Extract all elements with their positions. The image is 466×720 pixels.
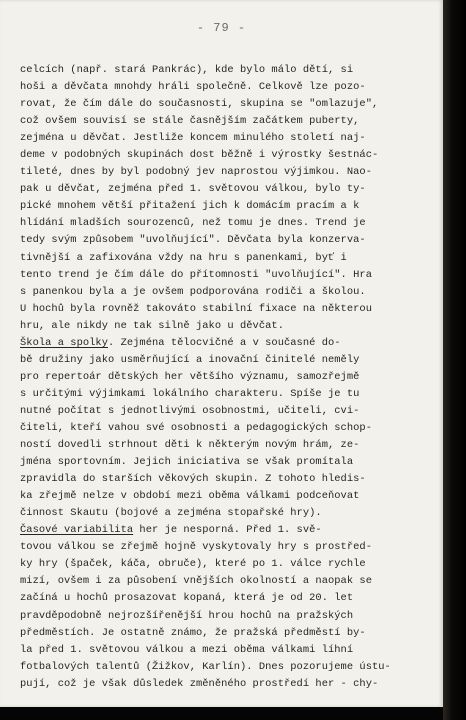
section-heading-school-clubs: Škola a spolky xyxy=(20,336,108,349)
text-line: nutné počítat s jednotlivými osobnostmi, učiteli, cvi- xyxy=(20,404,360,417)
text-line: bě družiny jako usměrňující a inovační činitelé neměly xyxy=(20,353,360,366)
text-line: deme v podobných skupinách dost běžně i výrostky šestnác- xyxy=(20,149,379,162)
text-line: s určitými výjimkami lokálního charakteru. Spíše je tu xyxy=(20,387,360,400)
text-span: . Zejména tělocvičné a v současné do- xyxy=(108,336,341,349)
text-line: hru, ale nikdy ne tak silně jako u děvčat. xyxy=(20,319,284,332)
scan-bottom-edge xyxy=(0,707,443,720)
text-line: s panenkou byla a je ovšem podporována rodiči a školou. xyxy=(20,285,366,298)
text-line xyxy=(20,522,390,539)
body-text xyxy=(20,62,390,693)
text-line: hoši a děvčata mnohdy hráli společně. Celkově lze pozo- xyxy=(20,81,366,94)
text-line: U hochů byla rovněž takováto stabilní fixace na některou xyxy=(20,302,372,315)
text-line: rovat, že čím dále do současnosti, skupina se "omlazuje", xyxy=(20,98,379,111)
text-line: tivnější a zafixována vždy na hru s panenkami, byť i xyxy=(20,251,347,264)
text-line: ky hry (špaček, káča, obruče), které po 1. válce rychle xyxy=(20,558,366,571)
text-line: začíná u hochů prosazovat kopaná, která je od 20. let xyxy=(20,592,354,605)
text-line: zejména u děvčat. Jestliže koncem minulého století naj- xyxy=(20,132,366,145)
text-line: pak u děvčat, zejména před 1. světovou válkou, bylo ty- xyxy=(20,183,366,196)
text-line: tileté, dnes by byl podobný jev naprostou výjimkou. Nao- xyxy=(20,166,372,179)
text-line: tento trend je čím dále do přítomnosti "uvolňující". Hra xyxy=(20,268,372,281)
text-line: celcích (např. stará Pankrác), kde bylo málo dětí, si xyxy=(20,64,354,76)
text-span: her je nesporná. Před 1. svě- xyxy=(133,524,322,537)
text-line xyxy=(20,335,390,352)
paragraph-1 xyxy=(20,62,390,335)
text-line: tedy svým způsobem "uvolňující". Děvčata byla konzerva- xyxy=(20,234,366,247)
text-line: jména sportovním. Jejich iniciativa se však promítala xyxy=(20,456,354,469)
text-line: pravděpodobně nejrozšířenější hrou hochů na pražských xyxy=(20,609,354,622)
section-heading-time-variability: Časové variabilita xyxy=(20,524,134,537)
text-line: činnost Skautu (bojové a zejména stopařské hry). xyxy=(20,507,322,520)
text-line: la před 1. světovou válkou a mezi oběma válkami líhní xyxy=(20,643,354,656)
book-binding-edge xyxy=(443,0,466,720)
text-line: mizí, ovšem i za působení vnějších okolností a naopak se xyxy=(20,575,372,588)
page-number: - 79 - xyxy=(196,21,247,35)
text-line: ka zřejmě nelze v období mezi oběma válkami podceňovat xyxy=(20,490,360,503)
text-line: čiteli, kteří vahou své osobnosti a pedagogických schop- xyxy=(20,421,372,434)
text-line: pické mnohem větší přitažení jich k domácím pracím a k xyxy=(20,200,360,213)
text-line: zpravidla do starších věkových skupin. Z tohoto hledis- xyxy=(20,473,366,486)
text-line: hlídání mladších sourozenců, než tomu je dnes. Trend je xyxy=(20,217,366,230)
text-line: předměstích. Je ostatně známo, že pražská předměstí by- xyxy=(20,626,366,639)
text-line: pro repertoár dětských her většího významu, samozřejmě xyxy=(20,370,360,383)
paragraph-2 xyxy=(20,335,390,523)
paragraph-3 xyxy=(20,522,390,692)
text-line: což ovšem souvisí se stále časnějším začátkem puberty, xyxy=(20,115,360,128)
text-line: pují, což je však důsledek změněného prostředí her - chy- xyxy=(20,677,379,690)
text-line: ností dovedli strhnout děti k některým novým hrám, ze- xyxy=(20,439,360,452)
text-line: tovou válkou se zřejmě hojně vyskytovaly hry s prostřed- xyxy=(20,541,372,554)
text-line: fotbalových talentů (Žižkov, Karlín). Dnes pozorujeme ústu- xyxy=(20,660,391,673)
